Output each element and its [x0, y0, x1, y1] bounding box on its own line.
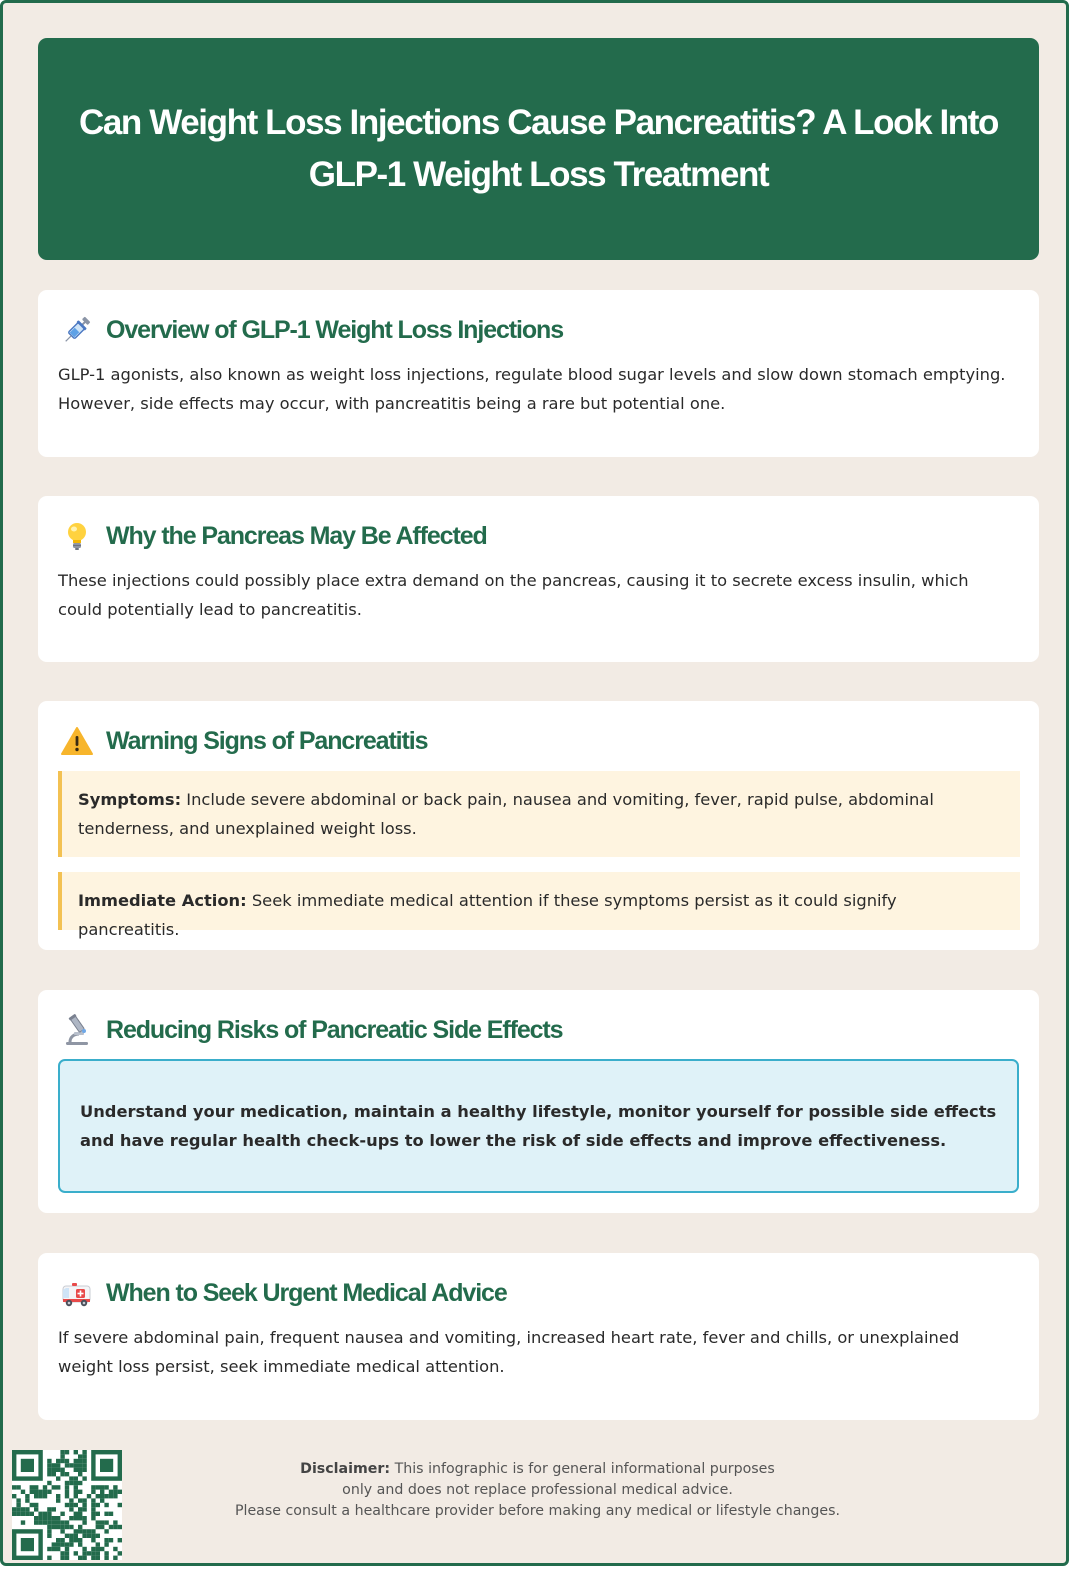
- symptoms-text: Include severe abdominal or back pain, nausea and vomiting, fever, rapid pulse, abdominal tenderness, and unexplained weight loss.: [78, 790, 934, 838]
- section-header: [58, 1273, 507, 1313]
- page-title: Can Weight Loss Injections Cause Pancreatitis? A Look Into GLP-1 Weight Loss Treatment: [78, 103, 999, 194]
- symptoms-callout: [58, 771, 1020, 857]
- disclaimer-label: Disclaimer:: [300, 1461, 391, 1477]
- section-warning: [38, 701, 1039, 950]
- section-title: Warning Signs of Pancreatitis: [106, 726, 428, 755]
- ambulance-icon: [58, 1274, 96, 1312]
- warning-icon: [58, 722, 96, 760]
- syringe-icon: [58, 311, 96, 349]
- section-urgent: [38, 1253, 1039, 1420]
- action-label: Immediate Action:: [78, 891, 247, 910]
- section-reducing: [38, 990, 1039, 1213]
- section-title: Overview of GLP-1 Weight Loss Injections: [106, 315, 564, 344]
- section-why: [38, 496, 1039, 662]
- section-overview: [38, 290, 1039, 457]
- tip-box: [58, 1059, 1019, 1193]
- hero-banner: [38, 38, 1039, 260]
- section-title: When to Seek Urgent Medical Advice: [106, 1278, 507, 1307]
- section-body: These injections could possibly place extra demand on the pancreas, causing it to secrete excess insulin, which could potentially lead to pancreatitis.: [58, 571, 969, 619]
- section-title: Why the Pancreas May Be Affected: [106, 521, 487, 550]
- symptoms-label: Symptoms:: [78, 790, 182, 809]
- lightbulb-icon: [58, 517, 96, 555]
- section-body: If severe abdominal pain, frequent nausea and vomiting, increased heart rate, fever and chills, or unexplained weight loss persist, seek immediate medical attention.: [58, 1328, 960, 1376]
- section-header: [58, 516, 487, 556]
- section-header: [58, 1010, 562, 1050]
- disclaimer: [3, 1459, 1072, 1522]
- section-header: [58, 721, 427, 761]
- action-text: Seek immediate medical attention if these symptoms persist as it could signify pancreatitis.: [78, 891, 897, 939]
- disclaimer-line-2: only and does not replace professional medical advice.: [342, 1482, 733, 1498]
- disclaimer-line-1: Disclaimer: This infographic is for general informational purposes: [300, 1461, 775, 1477]
- tip-text: Understand your medication, maintain a healthy lifestyle, monitor yourself for possible side effects and have regular health check-ups to lower the risk of side effects and improve effectiveness.: [80, 1102, 997, 1150]
- disclaimer-line-3: Please consult a healthcare provider before making any medical or lifestyle changes.: [234, 1503, 841, 1519]
- section-body: GLP-1 agonists, also known as weight loss injections, regulate blood sugar levels and slow down stomach emptying. However, side effects may occur, with pancreatitis being a rare but potential one.: [58, 365, 1006, 413]
- microscope-icon: [58, 1011, 96, 1049]
- action-callout: [58, 872, 1020, 939]
- section-header: [58, 310, 563, 350]
- section-title: Reducing Risks of Pancreatic Side Effects: [106, 1015, 563, 1044]
